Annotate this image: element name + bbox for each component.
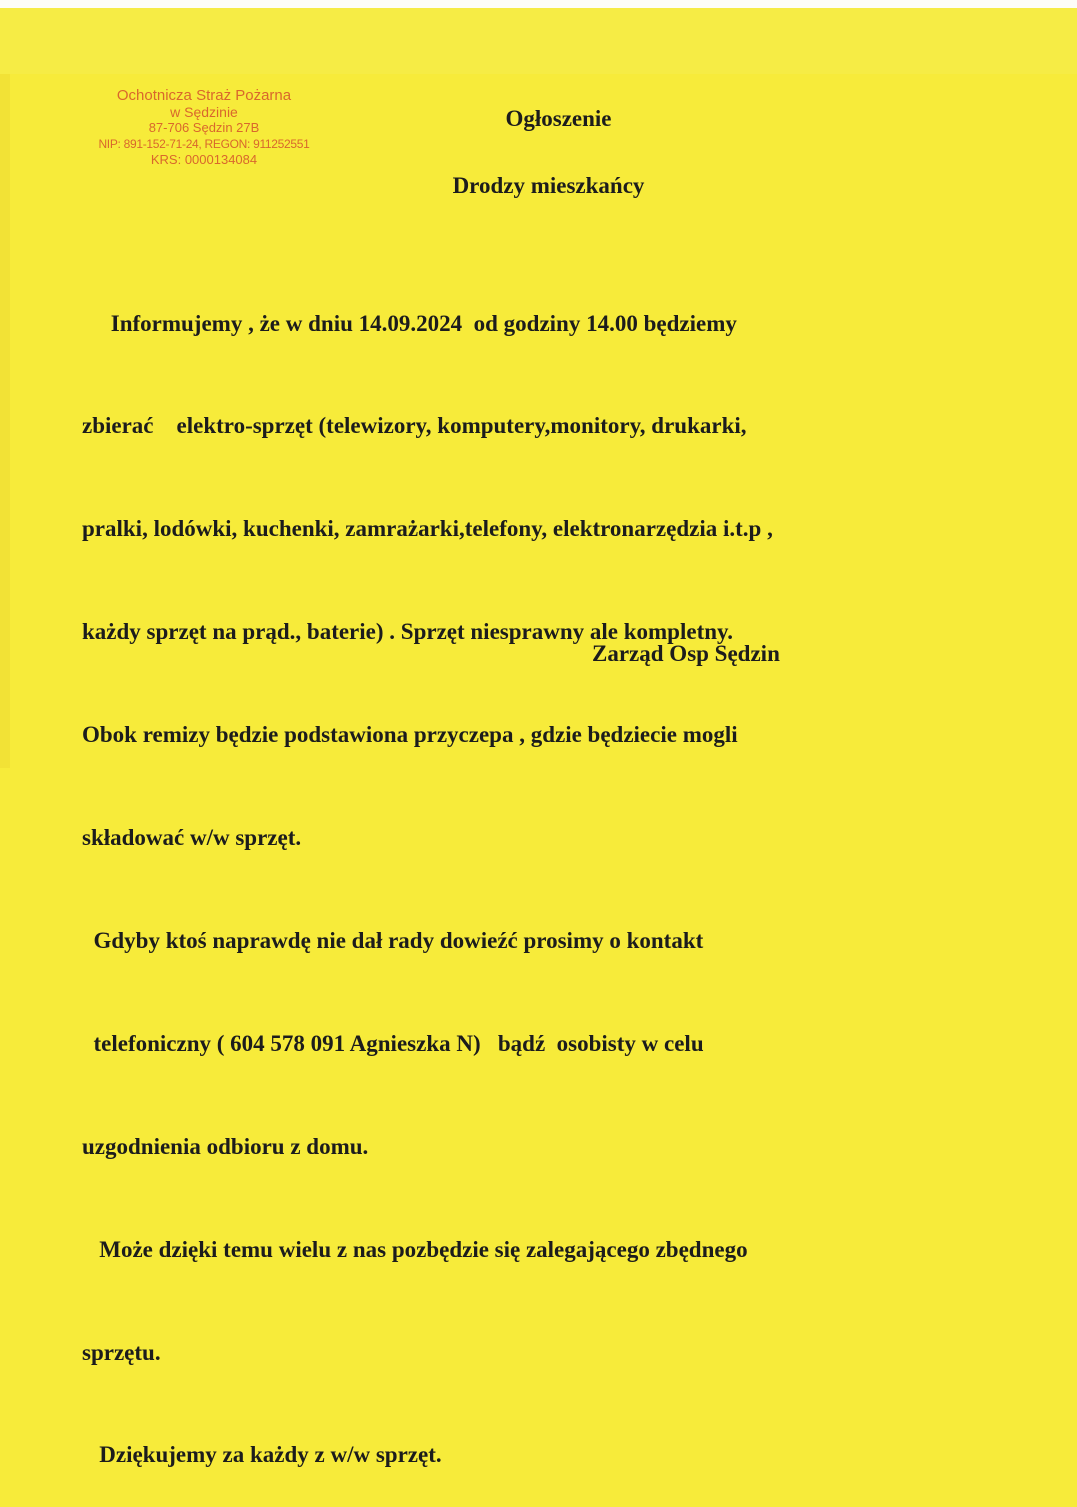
- signature: Zarząd Osp Sędzin: [592, 641, 780, 666]
- body-line: Gdyby ktoś naprawdę nie dał rady dowieźć prosimy o kontakt: [82, 927, 704, 953]
- body-line: Dziękujemy za każdy z w/w sprzęt.: [82, 1442, 442, 1468]
- body-line: telefoniczny ( 604 578 091 Agnieszka N) bądź osobisty w celu: [82, 1030, 704, 1056]
- body-line: każdy sprzęt na prąd., baterie) . Sprzęt niesprawny ale kompletny.: [82, 619, 734, 645]
- page-top-band: [0, 8, 1077, 74]
- announcement-body: [82, 238, 982, 1507]
- scan-top-edge: [0, 0, 1077, 8]
- scan-left-edge: [0, 8, 10, 768]
- stamp-line-place: w Sędzinie: [170, 104, 238, 120]
- body-line: składować w/w sprzęt.: [82, 825, 302, 851]
- body-line: sprzętu.: [82, 1339, 161, 1365]
- stamp-line-nip-regon: NIP: 891-152-71-24, REGON: 911252551: [98, 137, 310, 151]
- body-line: Obok remizy będzie podstawiona przyczepa , gdzie będziecie mogli: [82, 722, 738, 748]
- body-line: zbierać elektro-sprzęt (telewizory, komputery,monitory, drukarki,: [82, 413, 747, 439]
- greeting: Drodzy mieszkańcy: [452, 173, 645, 198]
- body-line: Informujemy , że w dniu 14.09.2024 od godziny 14.00 będziemy: [82, 310, 737, 336]
- body-line: pralki, lodówki, kuchenki, zamrażarki,telefony, elektronarzędzia i.t.p ,: [82, 516, 773, 542]
- body-line: uzgodnienia odbioru z domu.: [82, 1133, 369, 1159]
- stamp-line-name: Ochotnicza Straż Pożarna: [116, 87, 292, 104]
- body-line: Może dzięki temu wielu z nas pozbędzie się zalegającego zbędnego: [82, 1236, 748, 1262]
- announcement-title: Ogłoszenie: [505, 106, 612, 131]
- stamp-line-krs: KRS: 0000134084: [150, 152, 258, 167]
- stamp-line-address: 87-706 Sędzin 27B: [148, 120, 260, 135]
